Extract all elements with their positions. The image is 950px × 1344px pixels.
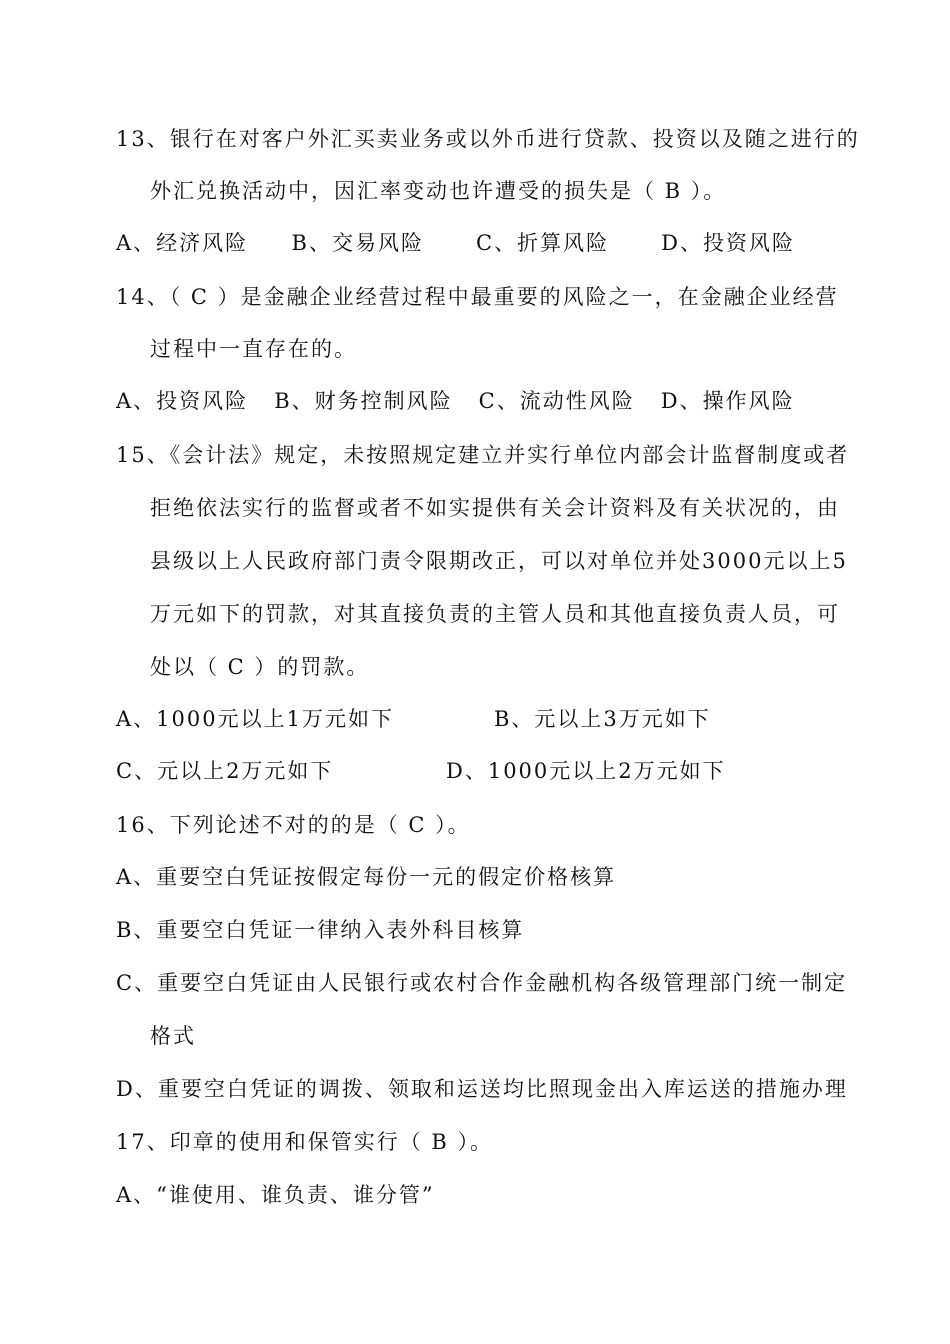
question-15-line-3: 县级以上人民政府部门责令限期改正，可以对单位并处3000元以上5 [150,549,848,573]
question-15-option-c: C、元以上2万元如下 [116,759,334,783]
question-16-option-c-line-2: 格式 [150,1024,196,1048]
question-15-line-5: 处以（ C ）的罚款。 [150,655,370,679]
question-17-line-1: 17、印章的使用和保管实行（ B ）。 [116,1130,494,1154]
question-15-option-d: D、1000元以上2万元如下 [446,759,726,783]
question-15-line-2: 拒绝依法实行的监督或者不如实提供有关会计资料及有关状况的，由 [150,496,840,520]
question-17-option-a: A、“谁使用、谁负责、谁分管” [116,1183,435,1207]
question-13-line-2: 外汇兑换活动中，因汇率变动也许遭受的损失是（ B ）。 [150,179,727,203]
question-13-line-1: 13、银行在对客户外汇买卖业务或以外币进行贷款、投资以及随之进行的 [116,127,860,151]
question-16-option-c-line-1: C、重要空白凭证由人民银行或农村合作金融机构各级管理部门统一制定 [116,971,848,995]
question-15-line-1: 15、《会计法》规定，未按照规定建立并实行单位内部会计监督制度或者 [116,443,850,467]
question-15-option-a: A、1000元以上1万元如下 [116,707,394,731]
question-14-line-2: 过程中一直存在的。 [150,337,357,361]
question-14-options: A、投资风险 B、财务控制风险 C、流动性风险 D、操作风险 [116,389,795,413]
question-15-line-4: 万元如下的罚款，对其直接负责的主管人员和其他直接负责人员，可 [150,602,840,626]
question-16-option-b: B、重要空白凭证一律纳入表外科目核算 [116,918,525,942]
question-14-line-1: 14、（ C ）是金融企业经营过程中最重要的风险之一，在金融企业经营 [116,285,839,309]
question-15-option-b: B、元以上3万元如下 [494,707,711,731]
question-16-option-a: A、重要空白凭证按假定每份一元的假定价格核算 [116,865,617,889]
question-16-line-1: 16、下列论述不对的的是（ C ）。 [116,813,471,837]
question-13-options: A、经济风险 B、交易风险 C、折算风险 D、投资风险 [116,231,795,255]
question-16-option-d: D、重要空白凭证的调拨、领取和运送均比照现金出入库运送的措施办理 [116,1077,848,1101]
